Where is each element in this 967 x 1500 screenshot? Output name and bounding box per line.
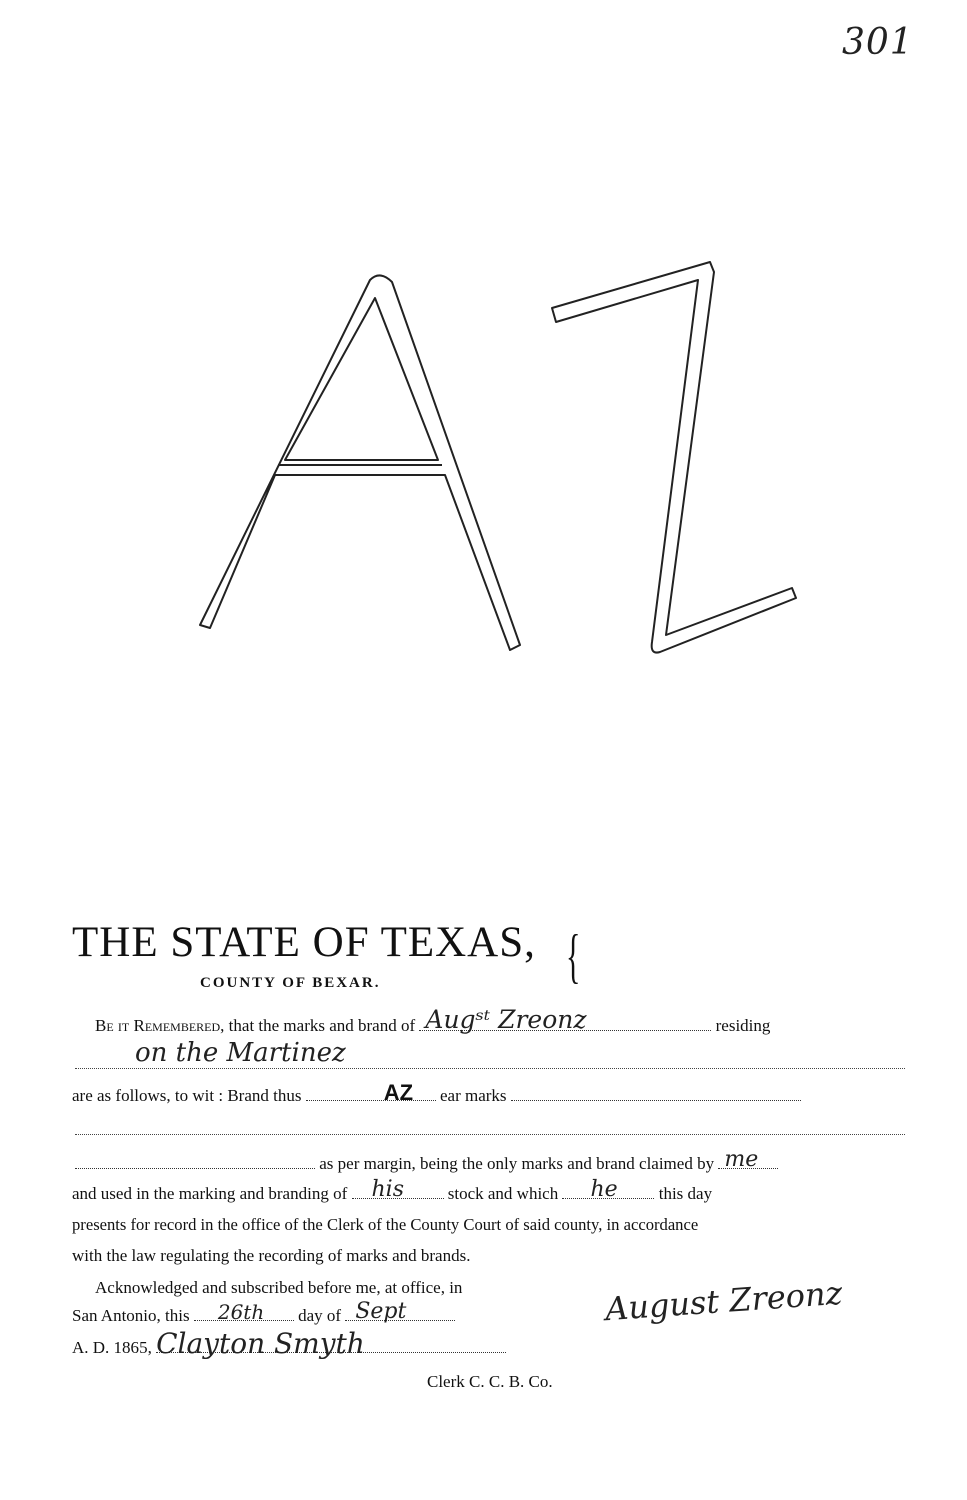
his-field <box>352 1177 444 1204</box>
remembered-line <box>95 1005 771 1036</box>
ad-year-text: A. D. 186 <box>72 1338 140 1357</box>
brand-field <box>306 1080 436 1106</box>
be-it-remembered: Be it Remembered, <box>95 1016 225 1035</box>
marks-brand-of-text: that the marks and brand of <box>228 1016 416 1035</box>
this-day-text: this day <box>658 1184 713 1203</box>
day-of-text: day of <box>298 1306 342 1325</box>
residence-dotline <box>75 1068 905 1069</box>
clerk-title: Clerk C. C. B. Co. <box>427 1372 553 1391</box>
owner-name-field <box>419 1005 711 1036</box>
day-handwritten: 26th <box>217 1300 265 1324</box>
he-field <box>562 1177 654 1204</box>
brand-thus-text: Brand thus <box>227 1086 302 1105</box>
with-law-line: with the law regulating the recording of marks and brands. <box>72 1246 471 1265</box>
document-title: THE STATE OF TEXAS, <box>72 919 536 966</box>
brand-inline-mark: AZ <box>383 1080 414 1105</box>
claimed-by-handwritten: me <box>724 1147 759 1172</box>
residing-text: residing <box>715 1016 771 1035</box>
month-handwritten: Sept <box>355 1299 407 1324</box>
brand-thus-line <box>72 1080 801 1106</box>
claimed-by-field <box>718 1147 778 1174</box>
blank-dotline <box>75 1134 905 1135</box>
bracket-glyph: { <box>566 923 581 989</box>
acknowledged-line: Acknowledged and subscribed before me, at office, in <box>95 1278 463 1297</box>
owner-name-handwritten: Augˢᵗ Zreonz <box>425 1005 587 1034</box>
san-antonio-text: San Antonio, this <box>72 1306 190 1325</box>
residence-handwritten: on the Martinez <box>135 1038 346 1068</box>
presents-line: presents for record in the office of the Clerk of the County Court of said county, in accordance <box>72 1215 699 1234</box>
month-field <box>345 1299 455 1326</box>
are-as-follows-text: are as follows, to wit : <box>72 1086 224 1105</box>
ear-marks-text: ear marks <box>439 1086 507 1105</box>
ad-year-line: A. D. 1865, Clayton Smyth <box>72 1338 506 1358</box>
as-per-margin-line <box>75 1147 778 1174</box>
day-field <box>194 1300 294 1326</box>
year-handwritten: 5 <box>139 1338 148 1357</box>
clerk-signature-handwritten: Clayton Smyth <box>156 1327 365 1360</box>
and-used-line <box>72 1177 713 1204</box>
as-per-margin-text: as per margin, being the only marks and brand claimed by <box>319 1154 715 1173</box>
owner-signature-handwritten: August Zreonz <box>603 1273 844 1329</box>
brand-drawing-az <box>180 250 820 670</box>
his-handwritten: his <box>371 1177 404 1202</box>
and-used-text: and used in the marking and branding of <box>72 1184 348 1203</box>
stock-and-which-text: stock and which <box>447 1184 559 1203</box>
county-heading: COUNTY OF BEXAR. <box>200 975 381 991</box>
san-antonio-line <box>72 1299 455 1326</box>
page-number: 301 <box>842 22 914 63</box>
he-handwritten: he <box>590 1177 618 1202</box>
